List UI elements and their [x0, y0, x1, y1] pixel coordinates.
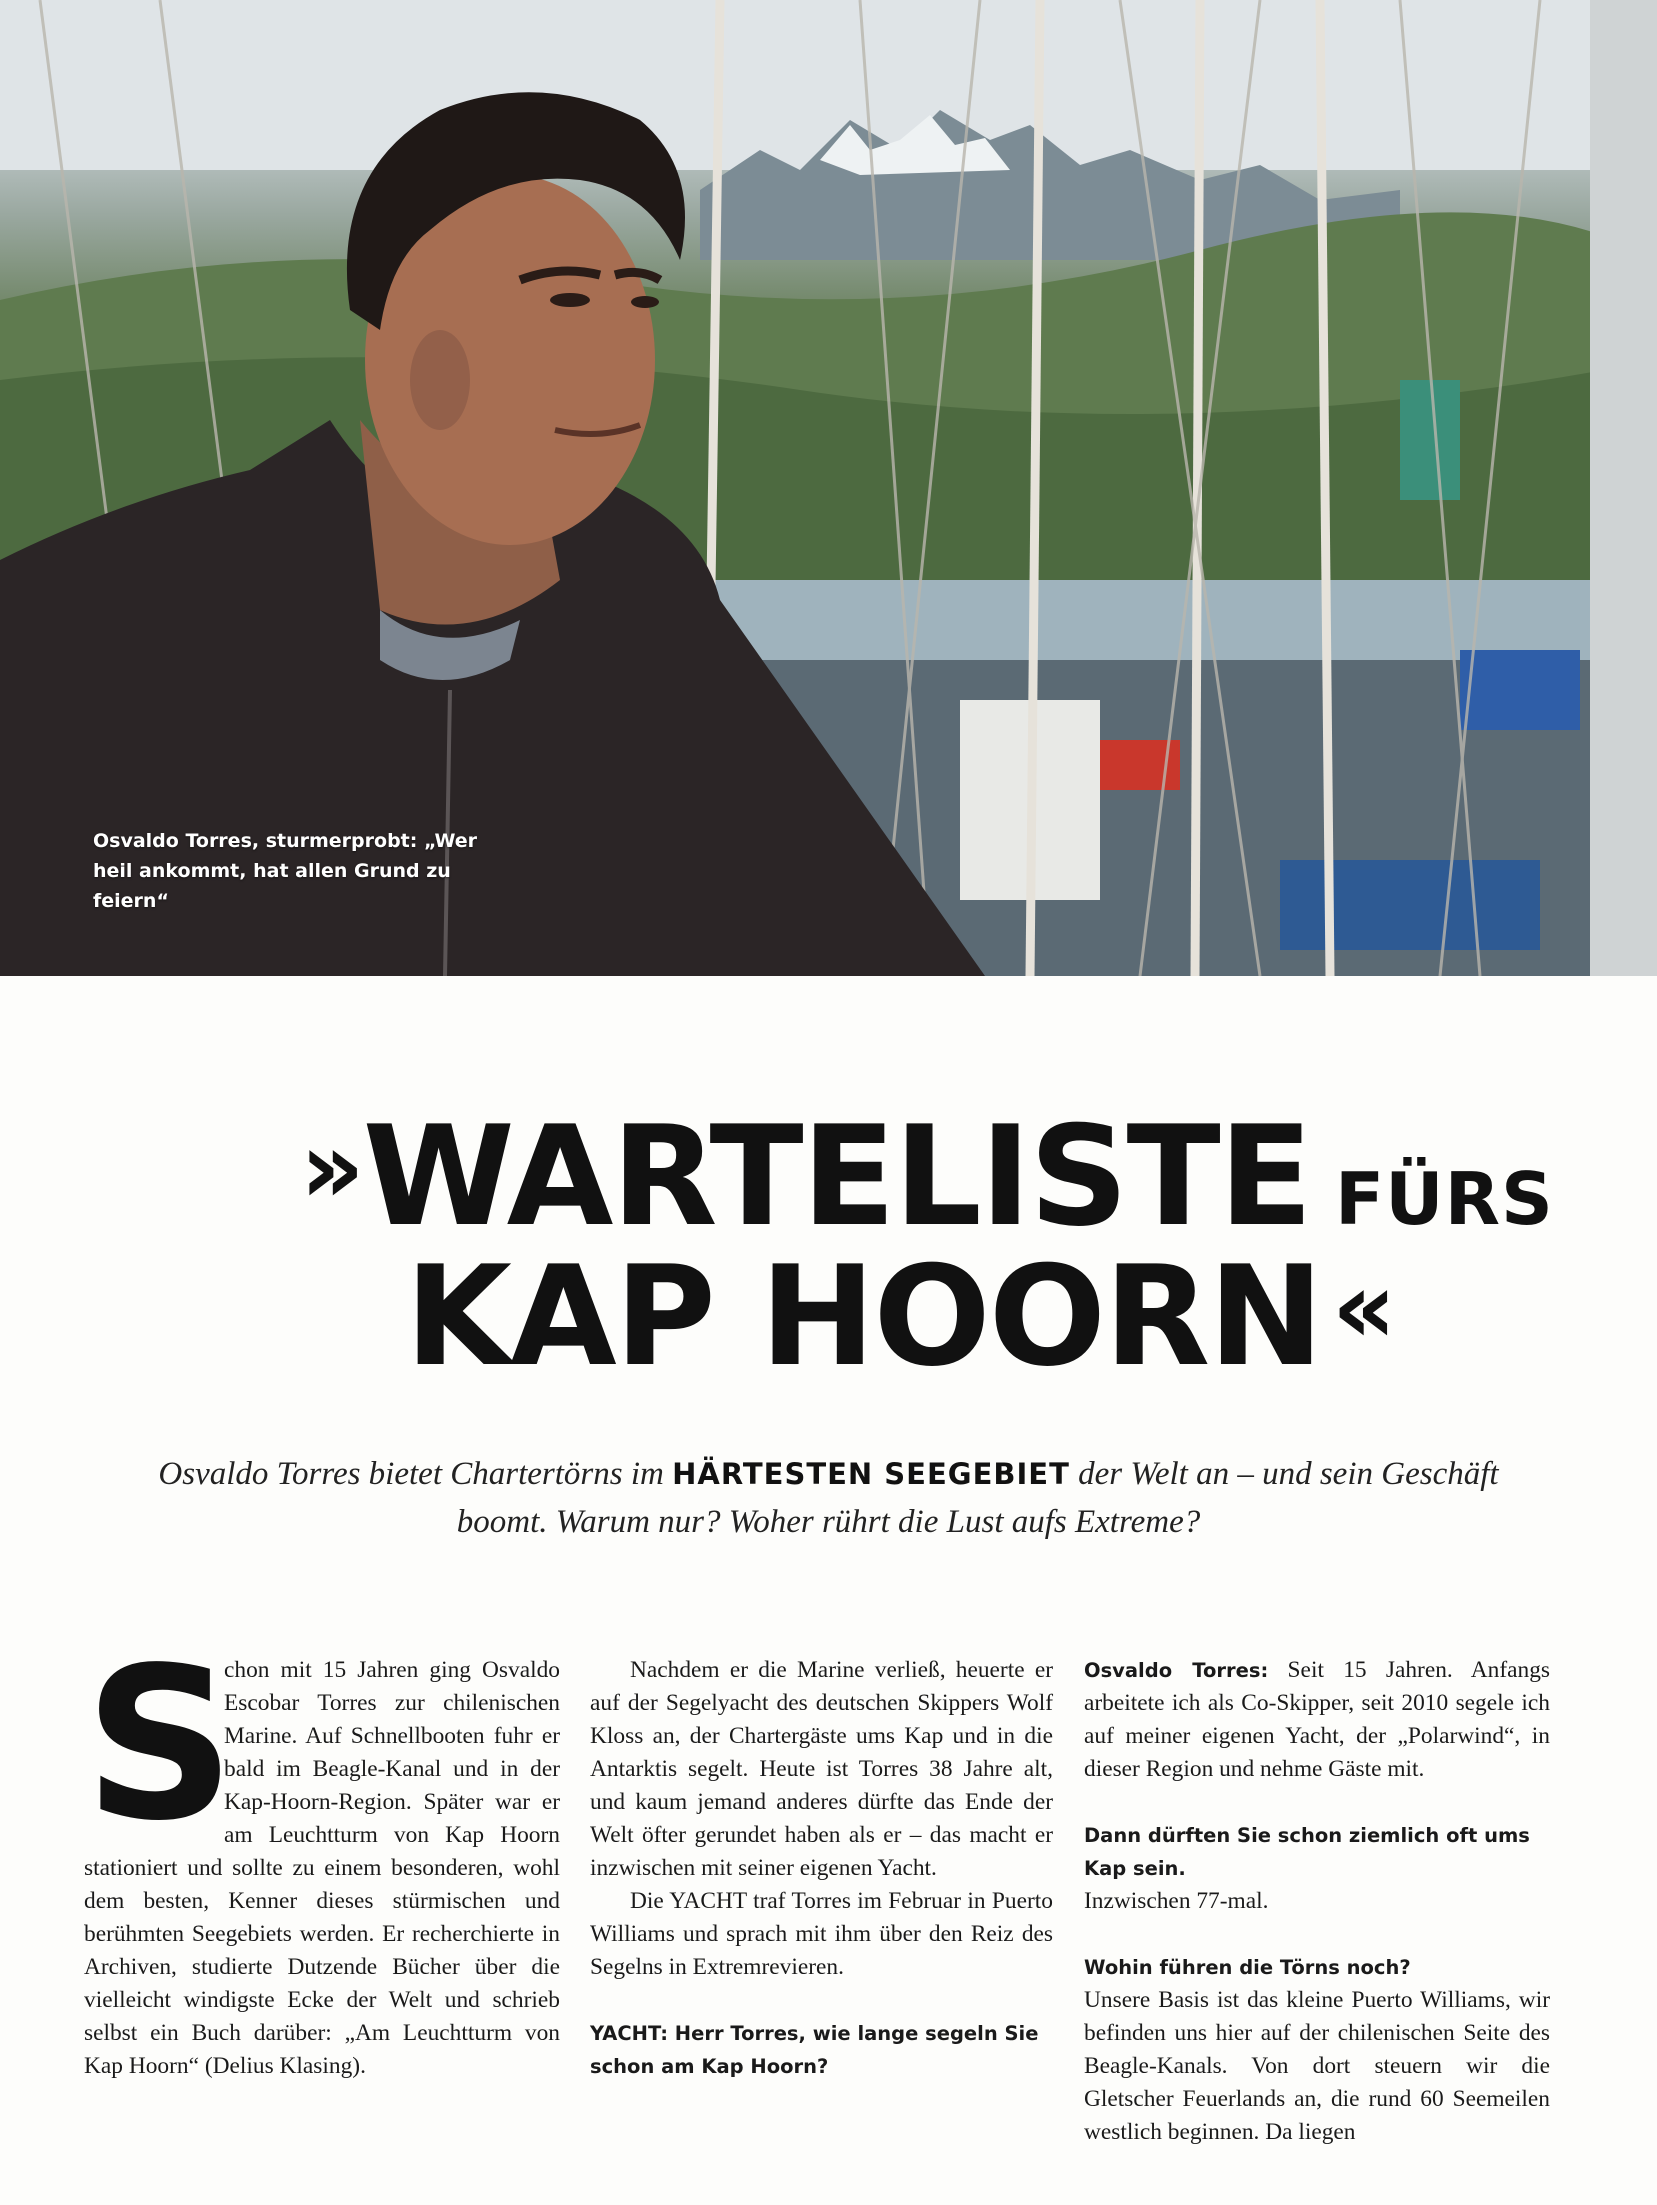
deck-emphasis: HÄRTESTEN SEEGEBIET — [672, 1457, 1070, 1491]
interview-question-3: Wohin führen die Törns noch? — [1084, 1956, 1411, 1979]
photo-caption: Osvaldo Torres, sturmerprobt: „Wer heil ankommt, hat allen Grund zu feiern“ — [93, 830, 477, 912]
interview-question-1: YACHT: Herr Torres, wie lange segeln Sie schon am Kap Hoorn? — [590, 2022, 1039, 2078]
column-1 — [84, 1622, 560, 2083]
interview-question-2: Dann dürften Sie schon ziemlich oft ums Kap sein. — [1084, 1824, 1530, 1880]
hero-photo — [0, 0, 1657, 976]
interview-answer-3: Unsere Basis ist das kleine Puerto Williams, wir befinden uns hier auf der chilenischen Seite des Beagle-Kanals. Von dort steuern wir die Gletscher Feuerlands an, die rund 60 Seemeilen westlich beginnen. Da liegen — [1084, 1987, 1550, 2145]
interview-answer-1 — [1084, 1654, 1550, 1786]
headline-word-fuers: FÜRS — [1334, 1157, 1554, 1241]
column-1-paragraph: chon mit 15 Jahren ging Osvaldo Escobar Torres zur chilenischen Marine. Auf Schnellbooten fuhr er bald im Beagle-Kanal und in der Kap-Hoorn-Region. Später war er am Leuchtturm von Kap Hoorn stationiert und sollte zu einem besonderen, wohl dem besten, Kenner dieses stürmischen und berühmten Seegebiets werden. Er recherchierte in Archiven, studierte Dutzende Bücher über die vielleicht windigste Ecke der Welt und schrieb selbst ein Buch darüber: „Am Leuchtturm von Kap Hoorn“ (Delius Klasing). — [84, 1657, 560, 2079]
headline-line-1 — [300, 1096, 1554, 1257]
deck-part-2: der Welt an – und sein Geschäft boomt. Warum nur? Woher rührt die Lust aufs Extreme? — [456, 1456, 1499, 1540]
deck-part-1: Osvaldo Torres bietet Chartertörns im — [158, 1456, 673, 1492]
interview-answer-2: Inzwischen 77-mal. — [1084, 1888, 1269, 1914]
headline-word-kap-hoorn: KAP HOORN — [405, 1236, 1322, 1397]
column-2 — [590, 1654, 1053, 2083]
open-quote: » — [300, 1109, 353, 1226]
headline-line-2 — [405, 1236, 1385, 1397]
answer-speaker: Osvaldo Torres: — [1084, 1659, 1269, 1682]
column-2-paragraph-2: Die YACHT traf Torres im Februar in Puerto Williams und sprach mit ihm über den Reiz des Segelns in Extremrevieren. — [590, 1888, 1053, 1980]
article-deck — [120, 1450, 1537, 1546]
close-quote: « — [1331, 1249, 1385, 1366]
headline-word-warteliste: WARTELISTE — [362, 1096, 1311, 1257]
spacer — [1084, 1918, 1550, 1951]
column-3 — [1084, 1654, 1550, 2149]
spacer — [590, 1984, 1053, 2017]
dropcap: S — [84, 1622, 236, 1867]
answer-1-text: Seit 15 Jahren. Anfangs arbeitete ich als Co-Skipper, seit 2010 segele ich auf meiner eigenen Yacht, der „Polarwind“, in dieser Region und nehme Gäste mit. — [1084, 1657, 1550, 1782]
spacer — [1084, 1786, 1550, 1819]
column-2-paragraph-1: Nachdem er die Marine verließ, heuerte er auf der Segelyacht des deutschen Skippers Wolf Kloss an, der Chartergäste ums Kap und in die Antarktis segelt. Heute ist Torres 38 Jahre alt, und kaum jemand anderes dürfte das Ende der Welt öfter gerundet haben als er – das macht er inzwischen mit seiner eigenen Yacht. — [590, 1657, 1053, 1881]
